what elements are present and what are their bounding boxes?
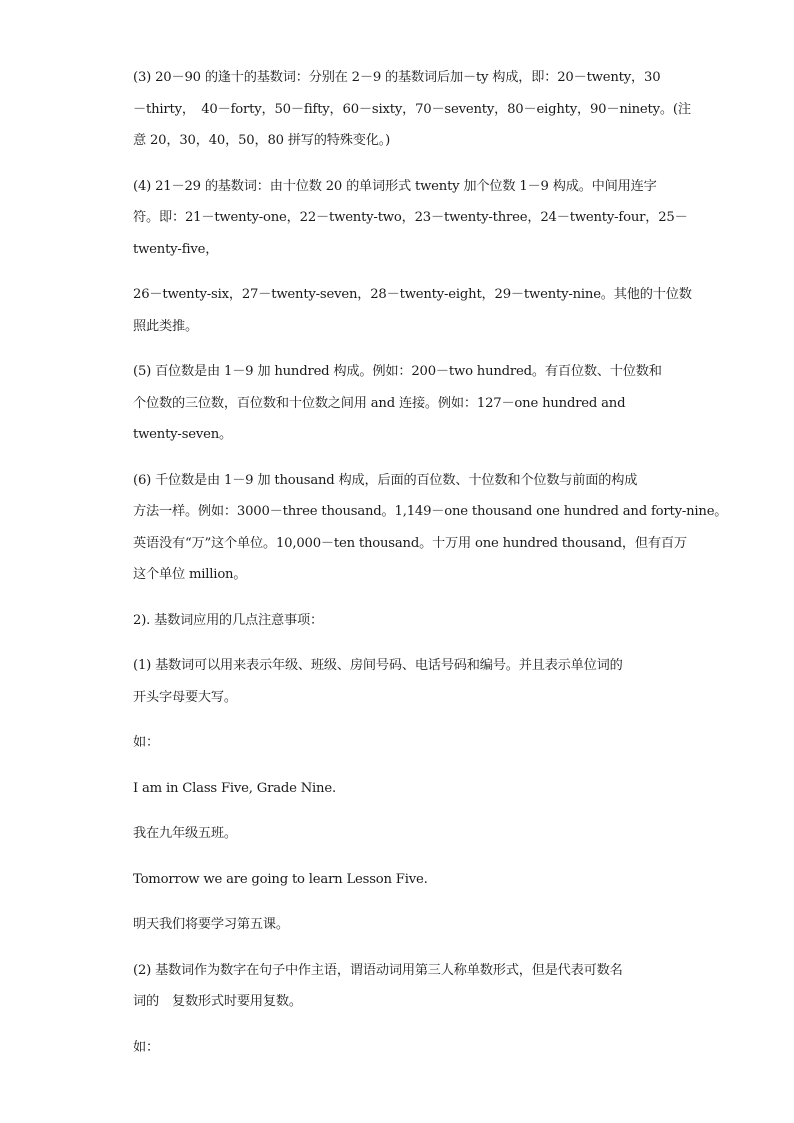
text-line: 2). 基数词应用的几点注意事项： [133, 612, 323, 628]
text-line: 如： [133, 735, 159, 750]
section-heading-usage-notes [133, 605, 663, 637]
text-line: 明天我们将要学习第五课。 [133, 917, 289, 932]
example-sentence-english [133, 773, 663, 805]
example-intro [133, 727, 663, 759]
text-line: 这个单位 million。 [133, 567, 247, 582]
text-line: 如： [133, 1039, 159, 1055]
text-line: 我在九年级五班。 [133, 826, 237, 841]
text-line: (1) 基数词可以用来表示年级、班级、房间号码、电话号码和编号。并且表示单位词的 [133, 658, 623, 673]
text-line: 26－twenty-six，27－twenty-seven，28－twenty-eight，29－twenty-nine。其他的十位数 [133, 287, 692, 302]
example-intro [133, 1032, 663, 1064]
text-line: Tomorrow we are going to learn Lesson Five. [133, 871, 428, 887]
example-sentence-chinese [133, 909, 663, 941]
text-line: twenty-seven。 [133, 427, 232, 442]
text-line: 符。即：21－twenty-one，22－twenty-two，23－twenty-three，24－twenty-four，25－ [133, 210, 688, 225]
document-page [133, 62, 728, 1063]
text-line: twenty-five， [133, 241, 219, 257]
text-line: 英语没有“万”这个单位。10,000－ten thousand。十万用 one hundred thousand，但有百万 [133, 535, 687, 551]
example-sentence-english [133, 864, 663, 896]
text-line: 开头字母要大写。 [133, 689, 237, 705]
text-line: 意 20，30，40，50，80 拼写的特殊变化。) [133, 133, 391, 148]
paragraph-note-two [133, 955, 663, 1018]
text-line: 词的 复数形式时要用复数。 [133, 994, 302, 1009]
text-line: 个位数的三位数，百位数和十位数之间用 and 连接。例如：127－one hundred and [133, 395, 626, 411]
text-line: 照此类推。 [133, 318, 198, 334]
paragraph-tens-numerals [133, 62, 691, 157]
paragraph-note-one [133, 650, 663, 713]
paragraph-hundreds [133, 356, 663, 451]
text-line: －thirty， 40－forty，50－fifty，60－sixty，70－seventy，80－eighty，90－ninety。(注 [133, 101, 691, 117]
example-sentence-chinese [133, 818, 663, 850]
text-line: 方法一样。例如：3000－three thousand。1,149－one thousand one hundred and forty-nine。 [133, 504, 728, 519]
text-line: (2) 基数词作为数字在句子中作主语，谓语动词用第三人称单数形式，但是代表可数名 [133, 962, 623, 978]
paragraph-thousands [133, 465, 728, 591]
text-line: I am in Class Five, Grade Nine. [133, 780, 336, 796]
paragraph-twenties-numerals [133, 171, 688, 266]
text-line: (4) 21－29 的基数词：由十位数 20 的单词形式 twenty 加个位数 1－9 构成。中间用连字 [133, 178, 657, 194]
paragraph-twenties-continued [133, 279, 692, 342]
text-line: (3) 20－90 的逢十的基数词：分别在 2－9 的基数词后加－ty 构成，即：20－twenty，30 [133, 70, 661, 85]
text-line: (6) 千位数是由 1－9 加 thousand 构成，后面的百位数、十位数和个位数与前面的构成 [133, 472, 638, 488]
text-line: (5) 百位数是由 1－9 加 hundred 构成。例如：200－two hundred。有百位数、十位数和 [133, 364, 662, 379]
